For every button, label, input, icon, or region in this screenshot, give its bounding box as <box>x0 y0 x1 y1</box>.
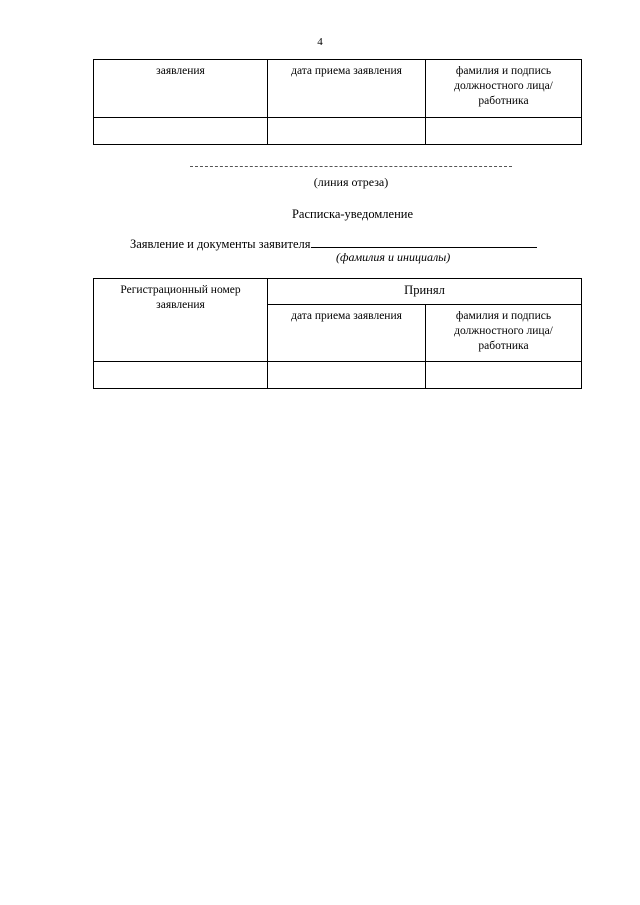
top-table-header-row <box>94 60 582 118</box>
applicant-name-line <box>311 235 537 248</box>
receipt-table-cell <box>94 362 268 389</box>
top-table-header-official: фамилия и подпись должностного лица/работника <box>426 60 582 118</box>
top-table-header-date: дата приема заявления <box>268 60 426 118</box>
top-table <box>93 59 582 145</box>
top-table-cell <box>426 118 582 145</box>
applicant-hint: (фамилия и инициалы) <box>336 250 451 264</box>
accepted-header: Принял <box>268 279 582 305</box>
official-header: фамилия и подпись должностного лица/работника <box>426 305 582 362</box>
cut-line <box>190 166 512 167</box>
receipt-table-row <box>94 362 582 389</box>
receipt-title: Расписка-уведомление <box>291 207 414 221</box>
receipt-table <box>93 278 582 389</box>
top-table-header-application: заявления <box>94 60 268 118</box>
applicant-label: Заявление и документы заявителя <box>130 237 311 251</box>
cut-line-label: (линия отреза) <box>313 175 389 189</box>
applicant-row <box>130 235 537 252</box>
page-number: 4 <box>317 36 323 48</box>
top-table-cell <box>268 118 426 145</box>
top-table-row <box>94 118 582 145</box>
reg-number-header: Регистрационный номер заявления <box>94 279 268 362</box>
top-table-cell <box>94 118 268 145</box>
receipt-table-cell <box>268 362 426 389</box>
receipt-table-header-row <box>94 279 582 305</box>
receipt-table-cell <box>426 362 582 389</box>
date-header: дата приема заявления <box>268 305 426 362</box>
